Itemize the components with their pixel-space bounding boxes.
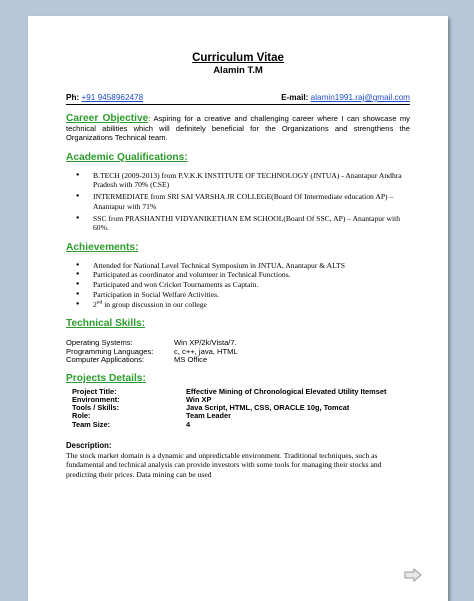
description-text: The stock market domain is a dynamic and unpredictable environment. Traditional techniques, such as fundamental and technical analysis can provide investors with some tools for managing their stocks and predicting their prices. Data mining can be used xyxy=(66,450,382,480)
achievement-item: ● Participated and won Cricket Tournaments as Captain. xyxy=(66,280,410,289)
contact-line xyxy=(66,92,410,105)
achievement-rest: in group discussion in our college xyxy=(102,299,207,309)
skill-value: c, c++, java, HTML xyxy=(174,346,238,356)
skill-key: Operating Systems: xyxy=(66,338,133,348)
skill-value: Win XP/2k/Vista/7. xyxy=(174,338,237,348)
description-heading: Description: xyxy=(66,440,112,450)
projects-heading: Projects Details: xyxy=(66,372,146,384)
email-link[interactable]: alamin1991.raj@gmail.com xyxy=(310,93,410,102)
project-row xyxy=(66,421,410,429)
skill-value: MS Office xyxy=(174,355,208,365)
document-title: Curriculum Vitae xyxy=(192,52,284,64)
next-page-arrow-icon[interactable] xyxy=(404,568,422,582)
project-value: Win XP xyxy=(186,395,212,405)
phone-link[interactable]: +91 9458962478 xyxy=(81,93,144,102)
academic-item: ● SSC from PRASHANTHI VIDYANIKETHAN EM SCHOOL(Board Of SSC, AP) – Anantapur with 60%. xyxy=(66,214,410,233)
objective-heading: Career Objective xyxy=(66,113,149,124)
phone-label: Ph: xyxy=(66,93,82,102)
project-row xyxy=(66,412,410,420)
skill-key: Programming Languages: xyxy=(66,346,154,356)
academic-heading: Academic Qualifications: xyxy=(66,151,188,163)
skill-key: Computer Applications: xyxy=(66,355,145,365)
project-key: Tools / Skills: xyxy=(72,403,120,413)
objective-text: : Aspiring for a creative and challenging career where I can showcase my technical abilities which will definitely beneficial for the Organizations and strengthens the Organizations Technical team. xyxy=(66,114,410,143)
achievement-item: ● Participation in Social Welfare Activities. xyxy=(66,290,410,299)
achievements-heading: Achievements: xyxy=(66,241,139,253)
achievement-item: ● Attended for National Level Technical Symposium in JNTUA, Anantapur & ALTS xyxy=(66,261,410,270)
skills-heading: Technical Skills: xyxy=(66,318,146,330)
email-block xyxy=(281,92,410,103)
project-value: 4 xyxy=(186,419,191,429)
email-label: E-mail: xyxy=(281,93,311,102)
resume-page xyxy=(28,16,448,601)
skills-row xyxy=(66,356,410,365)
project-value: Team Leader xyxy=(186,411,232,421)
project-value: Effective Mining of Chronological Elevated Utility Itemset xyxy=(186,386,387,396)
achievement-item: ● Participated as coordinator and volunteer in Technical Functions. xyxy=(66,270,410,279)
project-key: Role: xyxy=(72,411,91,421)
career-objective xyxy=(66,114,410,143)
project-key: Project Title: xyxy=(72,386,117,396)
academic-item: ● B.TECH (2009-2013) from P.V.K.K INSTITUTE OF TECHNOLOGY (JNTUA) - Anantapur Andhra Pradesh with 70% (CSE) xyxy=(66,171,410,190)
project-value: Java Script, HTML, CSS, ORACLE 10g, Tomcat xyxy=(186,403,350,413)
project-table xyxy=(66,388,410,429)
project-key: Team Size: xyxy=(72,419,111,429)
project-key: Environment: xyxy=(72,395,120,405)
achievements-list xyxy=(66,261,410,309)
achievement-rank-suffix: nd xyxy=(96,299,103,306)
achievement-rank: 2 xyxy=(93,299,97,309)
phone-block xyxy=(66,92,143,103)
academic-list xyxy=(66,171,410,233)
candidate-name: Alamin T.M xyxy=(213,65,263,76)
resume-content xyxy=(66,52,410,480)
skills-table xyxy=(66,339,410,365)
project-row xyxy=(66,404,410,412)
achievement-item xyxy=(66,300,410,309)
academic-item: ● INTERMEDIATE from SRI SAI VARSHA JR COLLEGE(Board Of Intermediate education AP) – Anantapur with 71% xyxy=(66,192,410,211)
